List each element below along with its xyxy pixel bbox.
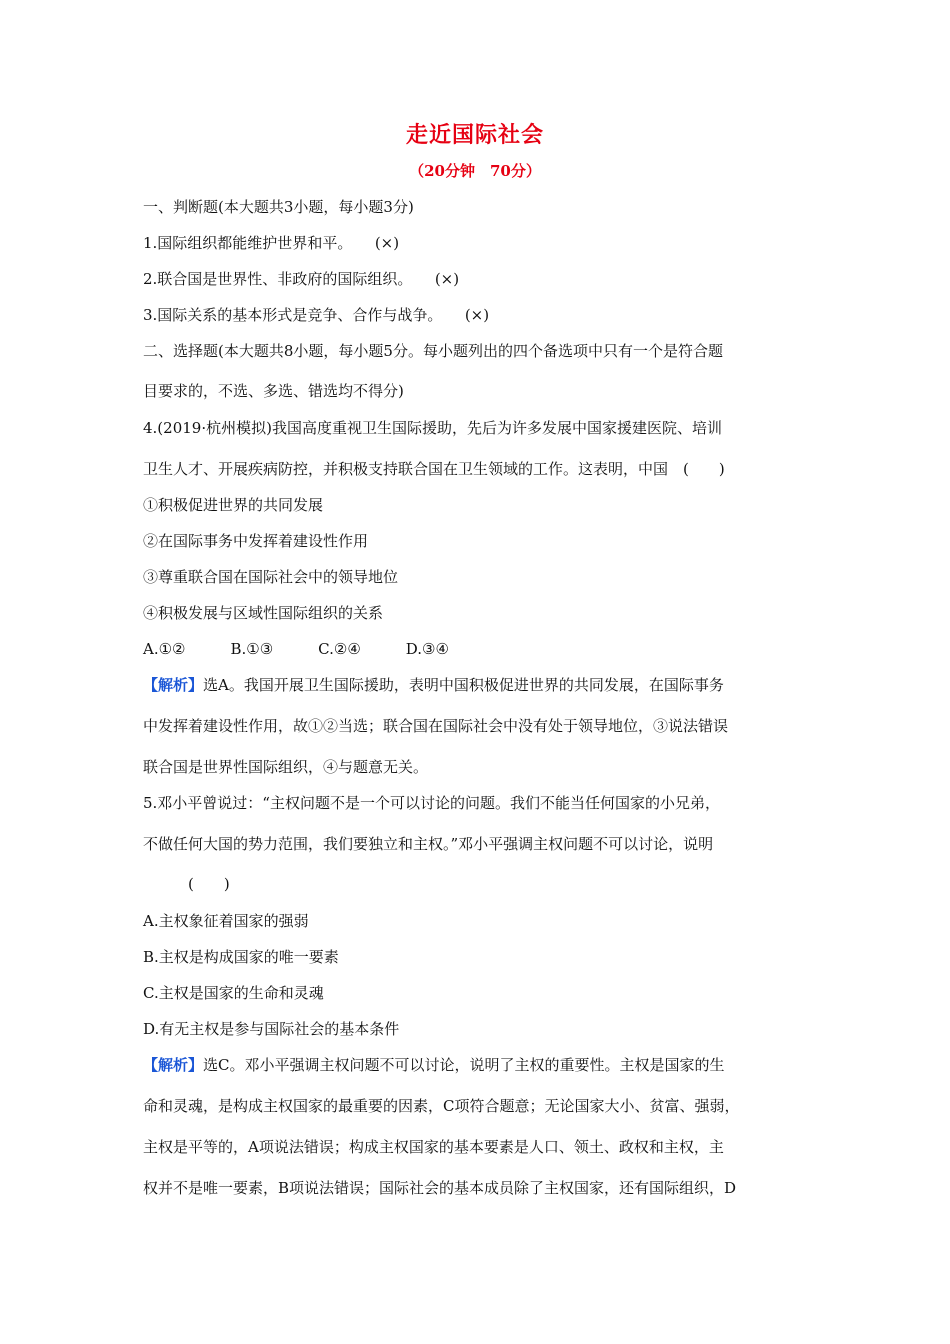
q4-analysis-line-2: 中发挥着建设性作用，故①②当选；联合国在国际社会中没有处于领导地位，③说法错误 [143, 717, 729, 735]
q5-option-b: B.主权是构成国家的唯一要素 [143, 948, 339, 966]
section-heading-choice: 二、选择题(本大题共8小题，每小题5分。每小题列出的四个备选项中只有一个是符合题 [143, 342, 723, 360]
q4-analysis-line-1 [143, 675, 724, 695]
question-5-bracket: ( ) [143, 875, 230, 893]
q4-statement-3: ③尊重联合国在国际社会中的领导地位 [143, 568, 399, 586]
question-5-stem: 5.邓小平曾说过：“主权问题不是一个可以讨论的问题。我们不能当任何国家的小兄弟， [143, 794, 720, 812]
question-2: 2.联合国是世界性、非政府的国际组织。 (×) [143, 270, 460, 288]
q5-analysis-line-1 [143, 1055, 725, 1075]
q5-analysis-text: 选C。邓小平强调主权问题不可以讨论，说明了主权的重要性。主权是国家的生 [203, 1056, 725, 1074]
time-score-subtitle: （20分钟 70分） [409, 162, 541, 180]
page-title: 走近国际社会 [405, 122, 544, 148]
question-4-stem-cont: 卫生人才、开展疾病防控，并积极支持联合国在卫生领域的工作。这表明，中国 ( ) [143, 460, 725, 478]
q5-analysis-line-4: 权并不是唯一要素，B项说法错误；国际社会的基本成员除了主权国家，还有国际组织，D [143, 1179, 737, 1197]
q4-options: A.①② B.①③ C.②④ D.③④ [143, 640, 449, 658]
q5-option-d: D.有无主权是参与国际社会的基本条件 [143, 1020, 400, 1038]
q4-statement-4: ④积极发展与区域性国际组织的关系 [143, 604, 384, 622]
q4-statement-1: ①积极促进世界的共同发展 [143, 496, 324, 514]
question-4-stem: 4.(2019·杭州模拟)我国高度重视卫生国际援助，先后为许多发展中国家援建医院、培训 [143, 419, 722, 437]
section-heading-choice-cont: 目要求的，不选、多选、错选均不得分) [143, 382, 404, 400]
q4-statement-2: ②在国际事务中发挥着建设性作用 [143, 532, 369, 550]
question-5-stem-cont: 不做任何大国的势力范围，我们要独立和主权。”邓小平强调主权问题不可以讨论，说明 [143, 835, 714, 853]
q5-option-a: A.主权象征着国家的强弱 [143, 912, 309, 930]
analysis-tag: 【解析】 [143, 676, 204, 694]
q5-analysis-line-2: 命和灵魂，是构成主权国家的最重要的因素，C项符合题意；无论国家大小、贫富、强弱， [143, 1097, 740, 1115]
q5-analysis-line-3: 主权是平等的，A项说法错误；构成主权国家的基本要素是人口、领土、政权和主权，主 [143, 1138, 724, 1156]
section-heading-judgment: 一、判断题(本大题共3小题，每小题3分) [143, 198, 414, 216]
question-1: 1.国际组织都能维护世界和平。 (×) [143, 234, 400, 252]
analysis-tag: 【解析】 [143, 1056, 204, 1074]
q5-option-c: C.主权是国家的生命和灵魂 [143, 984, 324, 1002]
q4-analysis-text: 选A。我国开展卫生国际援助，表明中国积极促进世界的共同发展，在国际事务 [203, 676, 724, 694]
q4-analysis-line-3: 联合国是世界性国际组织，④与题意无关。 [143, 758, 429, 776]
question-3: 3.国际关系的基本形式是竞争、合作与战争。 (×) [143, 306, 490, 324]
